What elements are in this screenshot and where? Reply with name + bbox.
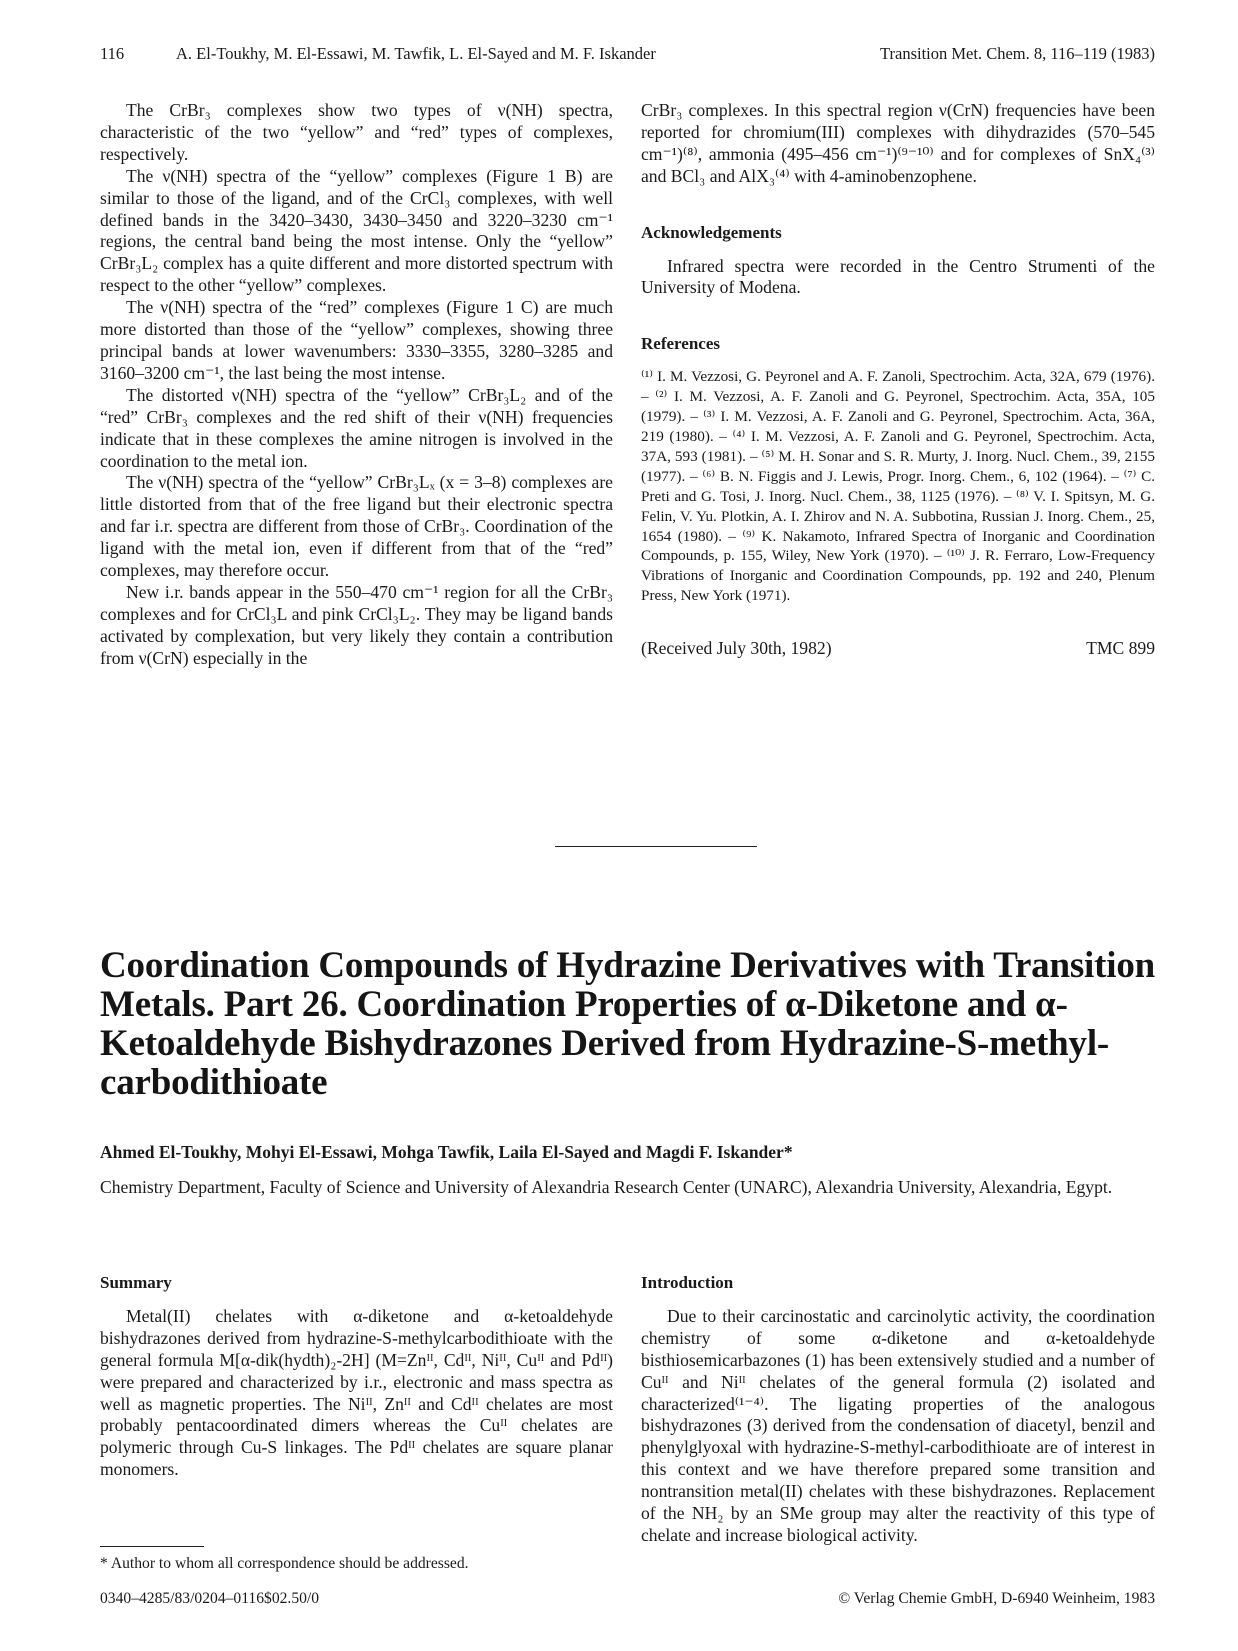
tmc-code: TMC 899 <box>1086 638 1155 659</box>
article-divider <box>555 846 757 847</box>
footnote: * Author to whom all correspondence should be addressed. <box>100 1555 469 1572</box>
paragraph: The ν(NH) spectra of the “yellow” complexes (Figure 1 B) are similar to those of the ligand, and of the CrCl₃ complexes, with well defined bands in the 3420–3430, 3430–3450 and 3220–3230 cm⁻¹ regions, the central band being the most intense. Only the “yellow” CrBr₃L₂ complex has a quite different and more distorted spectrum with respect to the other “yellow” complexes. <box>100 165 613 296</box>
copyright-line: © Verlag Chemie GmbH, D-6940 Weinheim, 1983 <box>838 1590 1155 1607</box>
article-authors: Ahmed El-Toukhy, Mohyi El-Essawi, Mohga Tawfik, Laila El-Sayed and Magdi F. Iskander* <box>100 1142 793 1162</box>
prev-article-left-column <box>100 100 613 780</box>
acknowledgements-text: Infrared spectra were recorded in the Centro Strumenti of the University of Modena. <box>641 255 1155 298</box>
header-journal: Transition Met. Chem. 8, 116–119 (1983) <box>880 44 1155 63</box>
paragraph-continuation: CrBr₃ complexes. In this spectral region ν(CrN) frequencies have been reported for chromium(III) complexes with dihydrazides (570–545 cm⁻¹)⁽⁸⁾, ammonia (495–456 cm⁻¹)⁽⁹⁻¹⁰⁾ and for complexes of SnX₄⁽³⁾ and BCl₃ and AlX₃⁽⁴⁾ with 4-aminobenzophene. <box>641 100 1155 186</box>
summary-text: Metal(II) chelates with α-diketone and α-ketoaldehyde bishydrazones derived from hydrazine-S-methylcarbodithioate with the general formula M[α-dik(hydth)₂-2H] (M=Znᴵᴵ, Cdᴵᴵ, Niᴵᴵ, Cuᴵᴵ and Pdᴵᴵ) were prepared and characterized by i.r., electronic and mass spectra as well as magnetic properties. The Niᴵᴵ, Znᴵᴵ and Cdᴵᴵ chelates are most probably pentacoordinated dimers whereas the Cuᴵᴵ chelates are polymeric through Cu-S linkages. The Pdᴵᴵ chelates are square planar monomers. <box>100 1305 613 1480</box>
introduction-column <box>641 1272 1155 1584</box>
issn-line: 0340–4285/83/0204–0116$02.50/0 <box>100 1590 320 1607</box>
references-list: ⁽¹⁾ I. M. Vezzosi, G. Peyronel and A. F. Zanoli, Spectrochim. Acta, 32A, 679 (1976). – ⁽²⁾ I. M. Vezzosi, A. F. Zanoli and G. Peyronel, Spectrochim. Acta, 35A, 105 (1979). – ⁽³⁾ I. M. Vezzosi, A. F. Zanoli and G. Peyronel, Spectrochim. Acta, 36A, 219 (1980). – ⁽⁴⁾ I. M. Vezzosi, A. F. Zanoli and G. Peyronel, Spectrochim. Acta, 37A, 593 (1981). – ⁽⁵⁾ M. H. Sonar and S. R. Murty, J. Inorg. Nucl. Chem., 39, 2155 (1977). – ⁽⁶⁾ B. N. Figgis and J. Lewis, Progr. Inorg. Chem., 6, 102 (1964). – ⁽⁷⁾ C. Preti and G. Tosi, J. Inorg. Nucl. Chem., 38, 1125 (1976). – ⁽⁸⁾ V. I. Spitsyn, M. G. Felin, V. Yu. Plotkin, A. I. Zhirov and N. A. Subbotina, Russian J. Inorg. Chem., 25, 1654 (1980). – ⁽⁹⁾ K. Nakamoto, Infrared Spectra of Inorganic and Coordination Compounds, p. 155, Wiley, New York (1970). – ⁽¹⁰⁾ J. R. Ferraro, Low-Frequency Vibrations of Inorganic and Coordination Compounds, pp. 192 and 240, Plenum Press, New York (1971). <box>641 368 1155 605</box>
references-heading: References <box>641 334 720 354</box>
introduction-text: Due to their carcinostatic and carcinolytic activity, the coordination chemistry of some α-diketone and α-ketoaldehyde bisthiosemicarbazones (1) has been extensively studied and a number of Cuᴵᴵ and Niᴵᴵ chelates of the general formula (2) isolated and characterized⁽¹⁻⁴⁾. The ligating properties of the analogous bishydrazones (3) derived from the condensation of diacetyl, benzil and phenylglyoxal with hydrazine-S-methyl-carbodithioate are of interest in this context and we have therefore prepared some transition and nontransition metal(II) chelates with these bishydrazones. Replacement of the NH₂ by an SMe group may alter the reactivity of this type of chelate and increase biological activity. <box>641 1305 1155 1545</box>
page-number: 116 <box>100 44 125 63</box>
paragraph: The CrBr₃ complexes show two types of ν(NH) spectra, characteristic of the two “yellow” and “red” types of complexes, respectively. <box>100 100 613 164</box>
paragraph: New i.r. bands appear in the 550–470 cm⁻¹ region for all the CrBr₃ complexes and for CrCl₃L and pink CrCl₃L₂. They may be ligand bands activated by complexation, but very likely they contain a contribution from ν(CrN) especially in the <box>100 581 613 668</box>
footnote-rule <box>100 1546 204 1547</box>
article-title: Coordination Compounds of Hydrazine Derivatives with Transition Metals. Part 26. Coordination Properties of α-Diketone and α-Ketoaldehyde Bishydrazones Derived from Hydrazine-S-methyl-carbodithioate <box>100 945 1155 1103</box>
introduction-heading: Introduction <box>641 1273 734 1292</box>
summary-column <box>100 1272 613 1522</box>
running-header <box>100 44 1155 68</box>
acknowledgements-heading: Acknowledgements <box>641 222 782 242</box>
header-authors: A. El-Toukhy, M. El-Essawi, M. Tawfik, L. El-Sayed and M. F. Iskander <box>176 44 656 63</box>
paragraph: The ν(NH) spectra of the “yellow” CrBr₃Lₓ (x = 3–8) complexes are little distorted from that of the free ligand but their electronic spectra and far i.r. spectra are different from those of CrBr₃. Coordination of the ligand with the metal ion, even if different from that of the “red” complexes, may therefore occur. <box>100 472 613 581</box>
prev-article-right-column <box>641 100 1155 780</box>
received-line <box>641 638 1155 662</box>
summary-heading: Summary <box>100 1273 172 1292</box>
paragraph: The distorted ν(NH) spectra of the “yellow” CrBr₃L₂ and of the “red” CrBr₃ complexes and the red shift of their ν(NH) frequencies indicate that in these complexes the amine nitrogen is involved in the coordination to the metal ion. <box>100 384 613 471</box>
received-date: (Received July 30th, 1982) <box>641 638 832 659</box>
article-affiliation: Chemistry Department, Faculty of Science and University of Alexandria Research Center (UNARC), Alexandria University, Alexandria, Egypt. <box>100 1177 1113 1197</box>
paragraph: The ν(NH) spectra of the “red” complexes (Figure 1 C) are much more distorted than those of the “yellow” complexes, showing three principal bands at lower wavenumbers: 3330–3355, 3280–3285 and 3160–3200 cm⁻¹, the last being the most intense. <box>100 297 613 383</box>
